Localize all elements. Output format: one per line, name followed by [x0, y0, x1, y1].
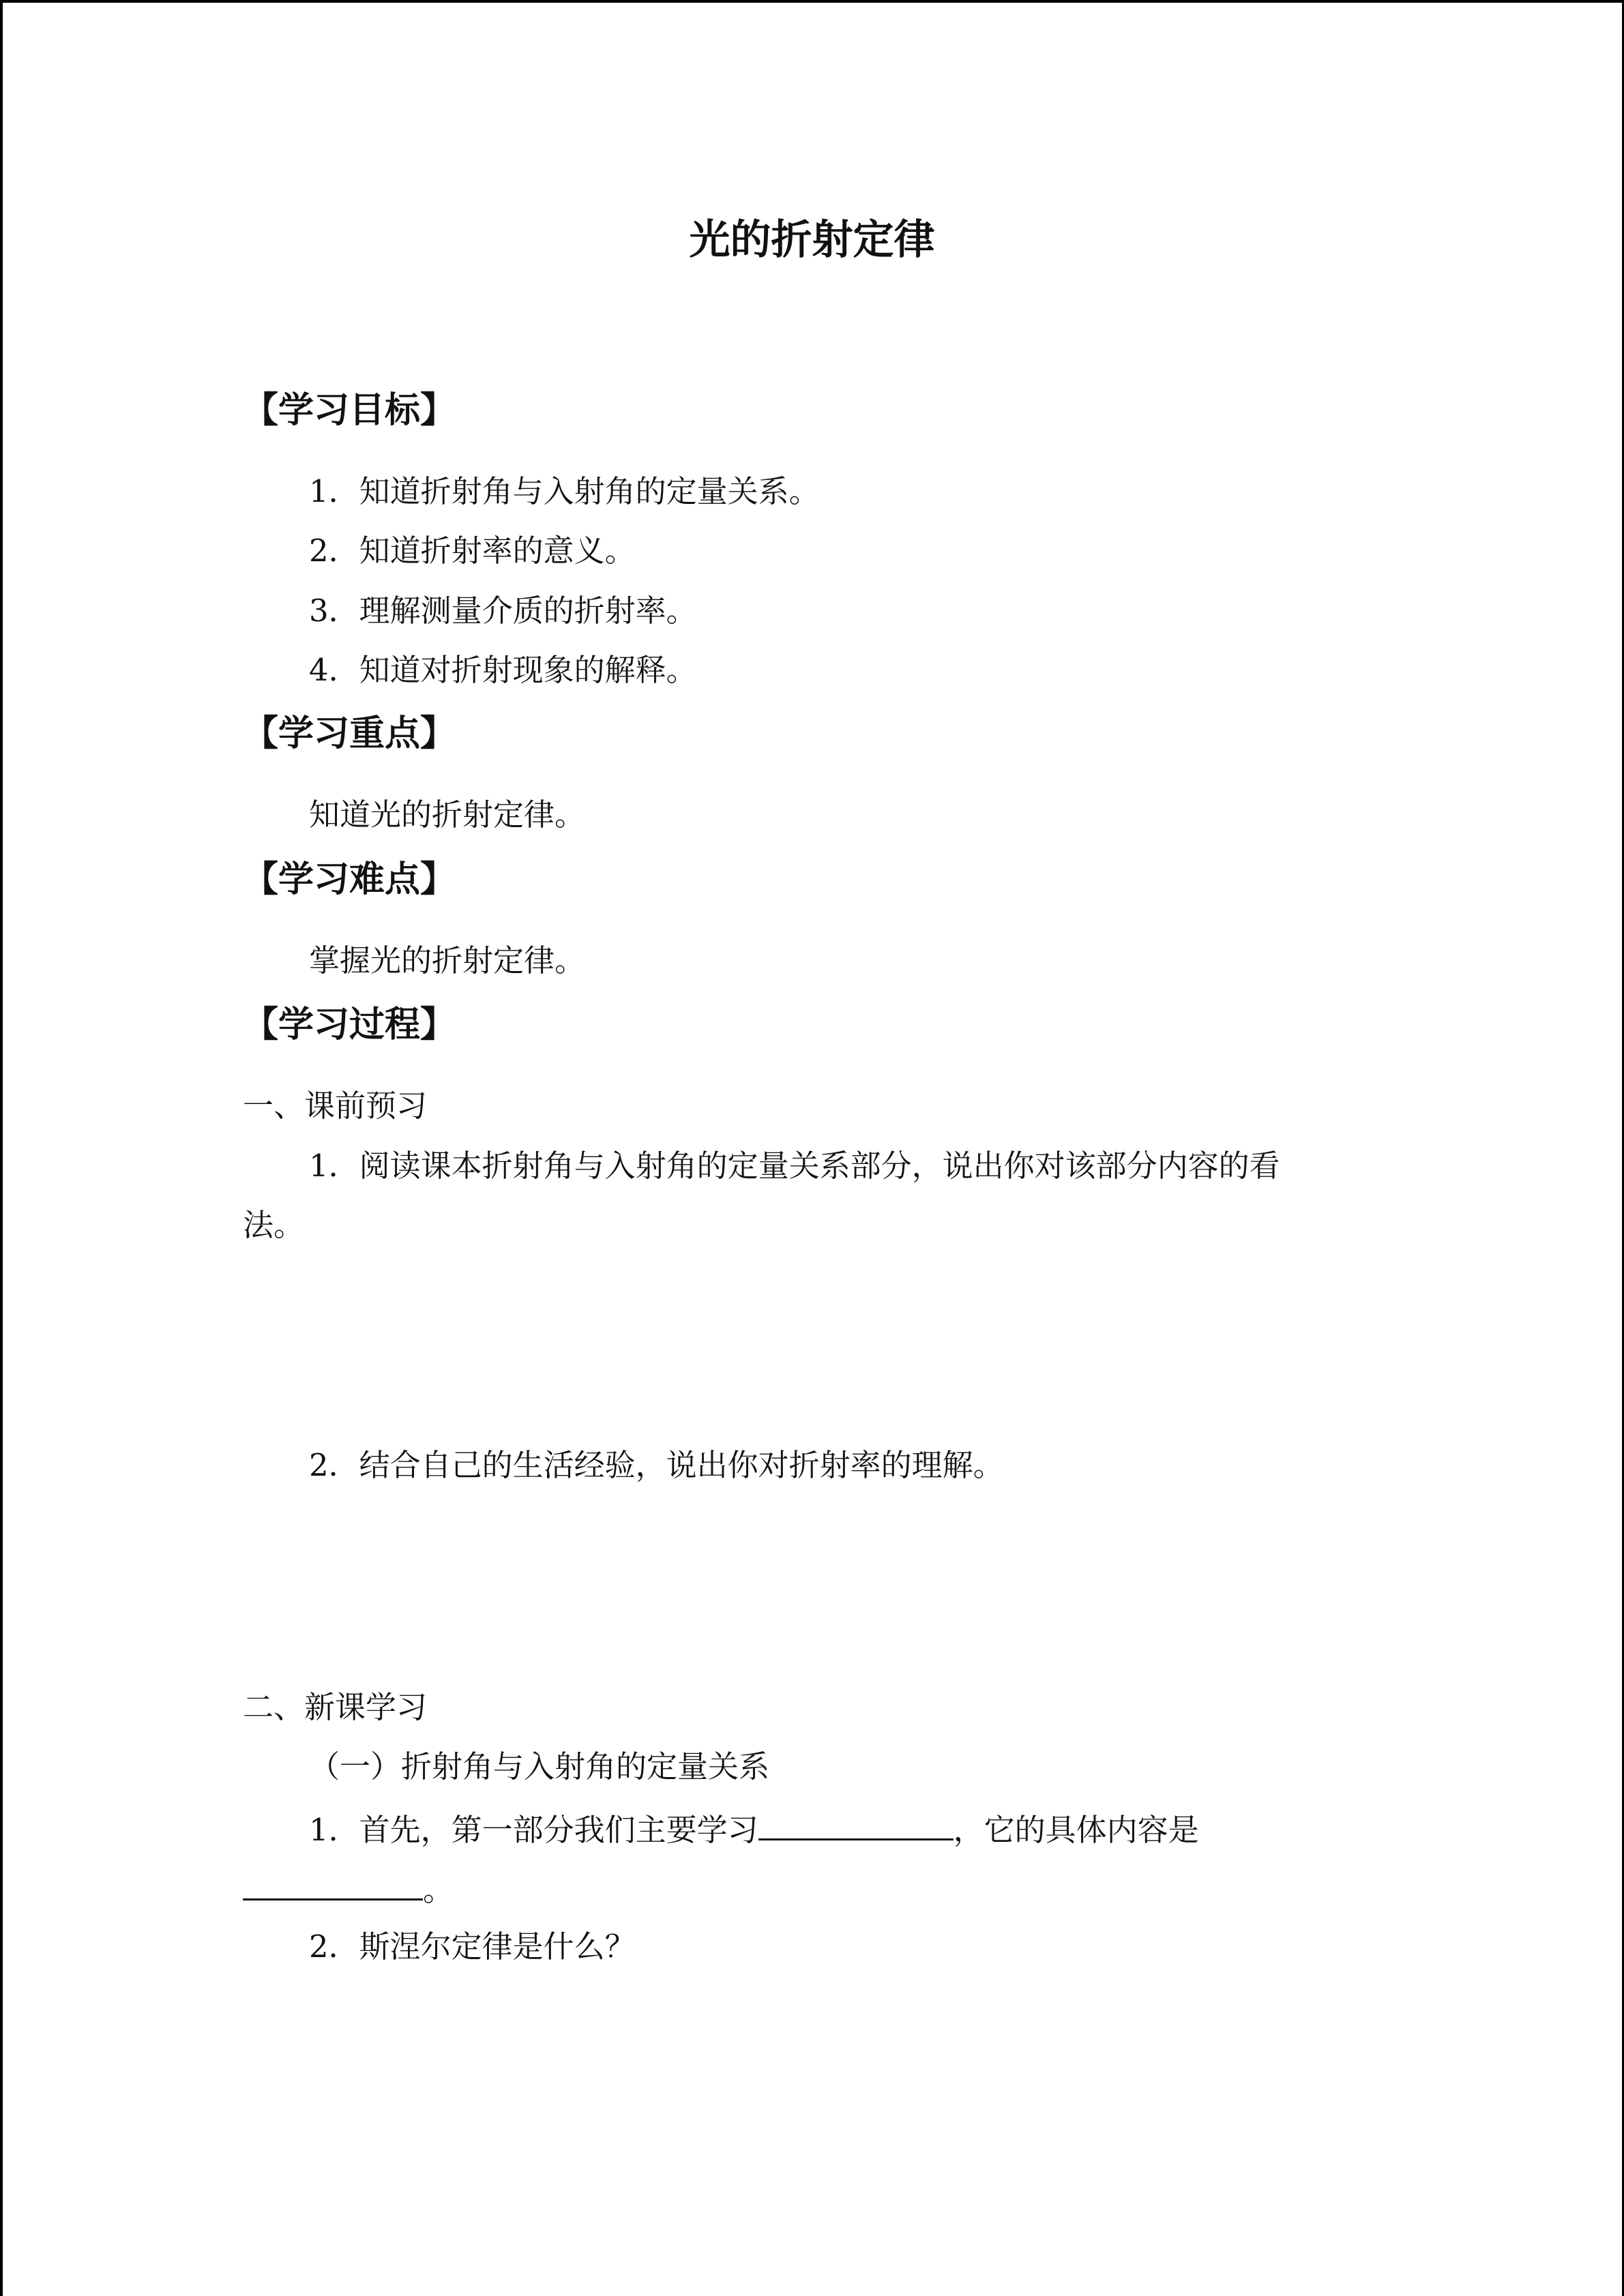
- subsection-title: （一）折射角与入射角的定量关系: [309, 1748, 770, 1785]
- page-border-top: [0, 0, 1624, 3]
- fill-in-question-1-end: 。: [423, 1872, 454, 1908]
- page-border-left: [0, 0, 3, 2296]
- objectives-heading: 【学习目标】: [243, 390, 456, 431]
- preview-question-1: 1．阅读课本折射角与入射角的定量关系部分，说出你对该部分内容的看: [309, 1148, 1280, 1184]
- key-point-heading: 【学习重点】: [243, 713, 456, 754]
- fill-in-question-1-prefix: 1．首先，第一部分我们主要学习: [309, 1812, 758, 1848]
- difficulty-heading: 【学习难点】: [243, 859, 456, 900]
- objective-item: 1．知道折射角与入射角的定量关系。: [309, 473, 820, 509]
- objective-item: 3．理解测量介质的折射率。: [309, 593, 697, 629]
- answer-blank[interactable]: [758, 1803, 954, 1840]
- fill-in-question-1: [309, 1803, 1199, 1854]
- preview-question-1-continued: 法。: [243, 1207, 305, 1243]
- question-2: 2．斯涅尔定律是什么？: [309, 1928, 636, 1965]
- answer-blank[interactable]: [243, 1863, 423, 1900]
- objective-item: 4．知道对折射现象的解释。: [309, 652, 697, 688]
- fill-in-question-1-suffix: ，它的具体内容是: [953, 1812, 1199, 1848]
- objective-item: 2．知道折射率的意义。: [309, 533, 636, 569]
- new-lesson-section-title: 二、新课学习: [243, 1689, 428, 1725]
- difficulty-text: 掌握光的折射定律。: [309, 942, 586, 979]
- page-title: 光的折射定律: [689, 216, 935, 264]
- fill-in-question-1-continued: [243, 1863, 454, 1914]
- preview-section-title: 一、课前预习: [243, 1088, 428, 1124]
- key-point-text: 知道光的折射定律。: [309, 796, 586, 833]
- process-heading: 【学习过程】: [243, 1004, 456, 1045]
- preview-question-2: 2．结合自己的生活经验，说出你对折射率的理解。: [309, 1447, 1004, 1483]
